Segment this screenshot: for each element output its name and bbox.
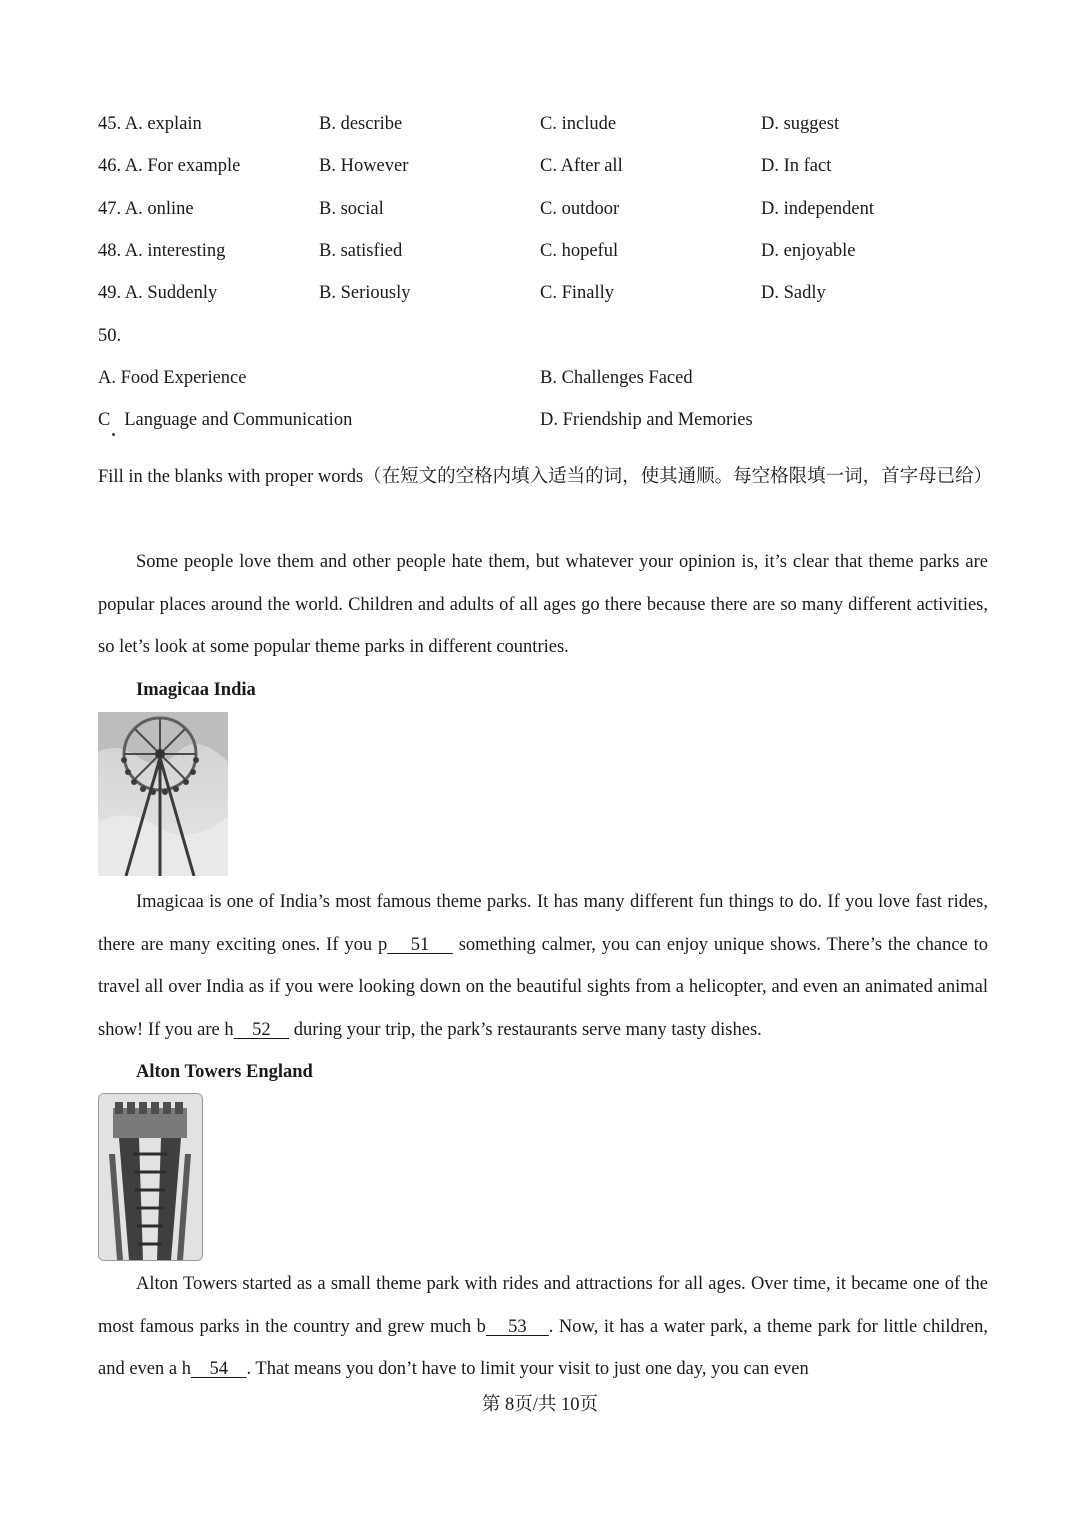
imagicaa-paragraph: [98, 881, 988, 1051]
option-d: D. In fact: [761, 156, 832, 176]
option-c: C Language and Communication: [98, 410, 353, 430]
option-c: C. include: [540, 114, 617, 134]
option-d: D. Sadly: [761, 283, 826, 303]
intro-paragraph: Some people love them and other people hate them, but whatever your opinion is, it’s clear that theme parks are popular places around the world. Children and adults of all ages go there because there are so many different activities, so let’s look at some popular theme parks in different countries.: [98, 552, 988, 657]
blank-54[interactable]: 54: [190, 1359, 247, 1379]
option-c: C. Finally: [540, 283, 615, 303]
option-a: 45. A. explain: [98, 114, 202, 134]
text-segment: . That means you don’t have to limit your visit to just one day, you can even: [246, 1359, 809, 1379]
pendulum-ride-photo: [98, 712, 228, 876]
option-a: 49. A. Suddenly: [98, 283, 218, 303]
text-segment: something calmer, you can enjoy unique shows. There’s the chance to travel all over India as if you were looking down on the beautiful sights from a helicopter, and even an animated animal show! If you are h: [98, 934, 989, 1040]
option-c: C. After all: [540, 156, 623, 176]
option-row-49: [98, 280, 982, 306]
text-segment: Alton Towers started as a small theme park with rides and attractions for all ages. Over time, it became one of the most famous parks in the country and grew much b: [98, 1274, 988, 1337]
stray-dot: [112, 433, 115, 436]
option-c: C. outdoor: [540, 199, 620, 219]
option-b: B. However: [319, 156, 409, 176]
option-d: D. Friendship and Memories: [540, 410, 753, 430]
question-50-row-1: [98, 365, 982, 391]
option-c: C. hopeful: [540, 241, 619, 261]
text-segment: Imagicaa is one of India’s most famous theme parks. It has many different fun things to do. If you love fast rides, there are many exciting ones. If you p: [98, 892, 988, 955]
question-number: 50.: [98, 326, 122, 346]
blank-51[interactable]: 51: [387, 934, 453, 955]
option-row-46: [98, 153, 982, 179]
text-segment: . Now, it has a water park, a theme park for little children, and even a h: [98, 1316, 989, 1379]
option-a: 46. A. For example: [98, 156, 241, 176]
option-a: 48. A. interesting: [98, 241, 226, 261]
option-b: B. social: [319, 199, 384, 219]
option-b: B. describe: [319, 114, 403, 134]
option-d: D. enjoyable: [761, 241, 856, 261]
section-instruction: Fill in the blanks with proper words（在短文的空格内填入适当的词，使其通顺。每空格限填一词，首字母已给）: [98, 467, 993, 487]
option-row-47: [98, 196, 982, 222]
option-d: D. independent: [761, 199, 875, 219]
text-segment: during your trip, the park’s restaurants serve many tasty dishes.: [289, 1019, 762, 1040]
drop-tower-coaster-photo: [98, 1093, 203, 1261]
option-row-45: [98, 111, 982, 137]
section-title-imagicaa: Imagicaa India: [136, 680, 256, 700]
option-a: 47. A. online: [98, 199, 194, 219]
alton-towers-paragraph: [98, 1263, 988, 1391]
option-row-48: [98, 238, 982, 264]
option-b: B. Seriously: [319, 283, 411, 303]
page-footer: 第 8页/共 10页: [481, 1395, 599, 1415]
blank-53[interactable]: 53: [485, 1316, 549, 1337]
blank-52[interactable]: 52: [233, 1019, 290, 1040]
option-b: B. Challenges Faced: [540, 368, 693, 388]
option-d: D. suggest: [761, 114, 840, 134]
option-a: A. Food Experience: [98, 368, 247, 388]
question-50-row-2: [98, 407, 982, 433]
option-b: B. satisfied: [319, 241, 403, 261]
section-title-alton-towers: Alton Towers England: [136, 1062, 313, 1082]
question-50-number: [98, 323, 982, 349]
